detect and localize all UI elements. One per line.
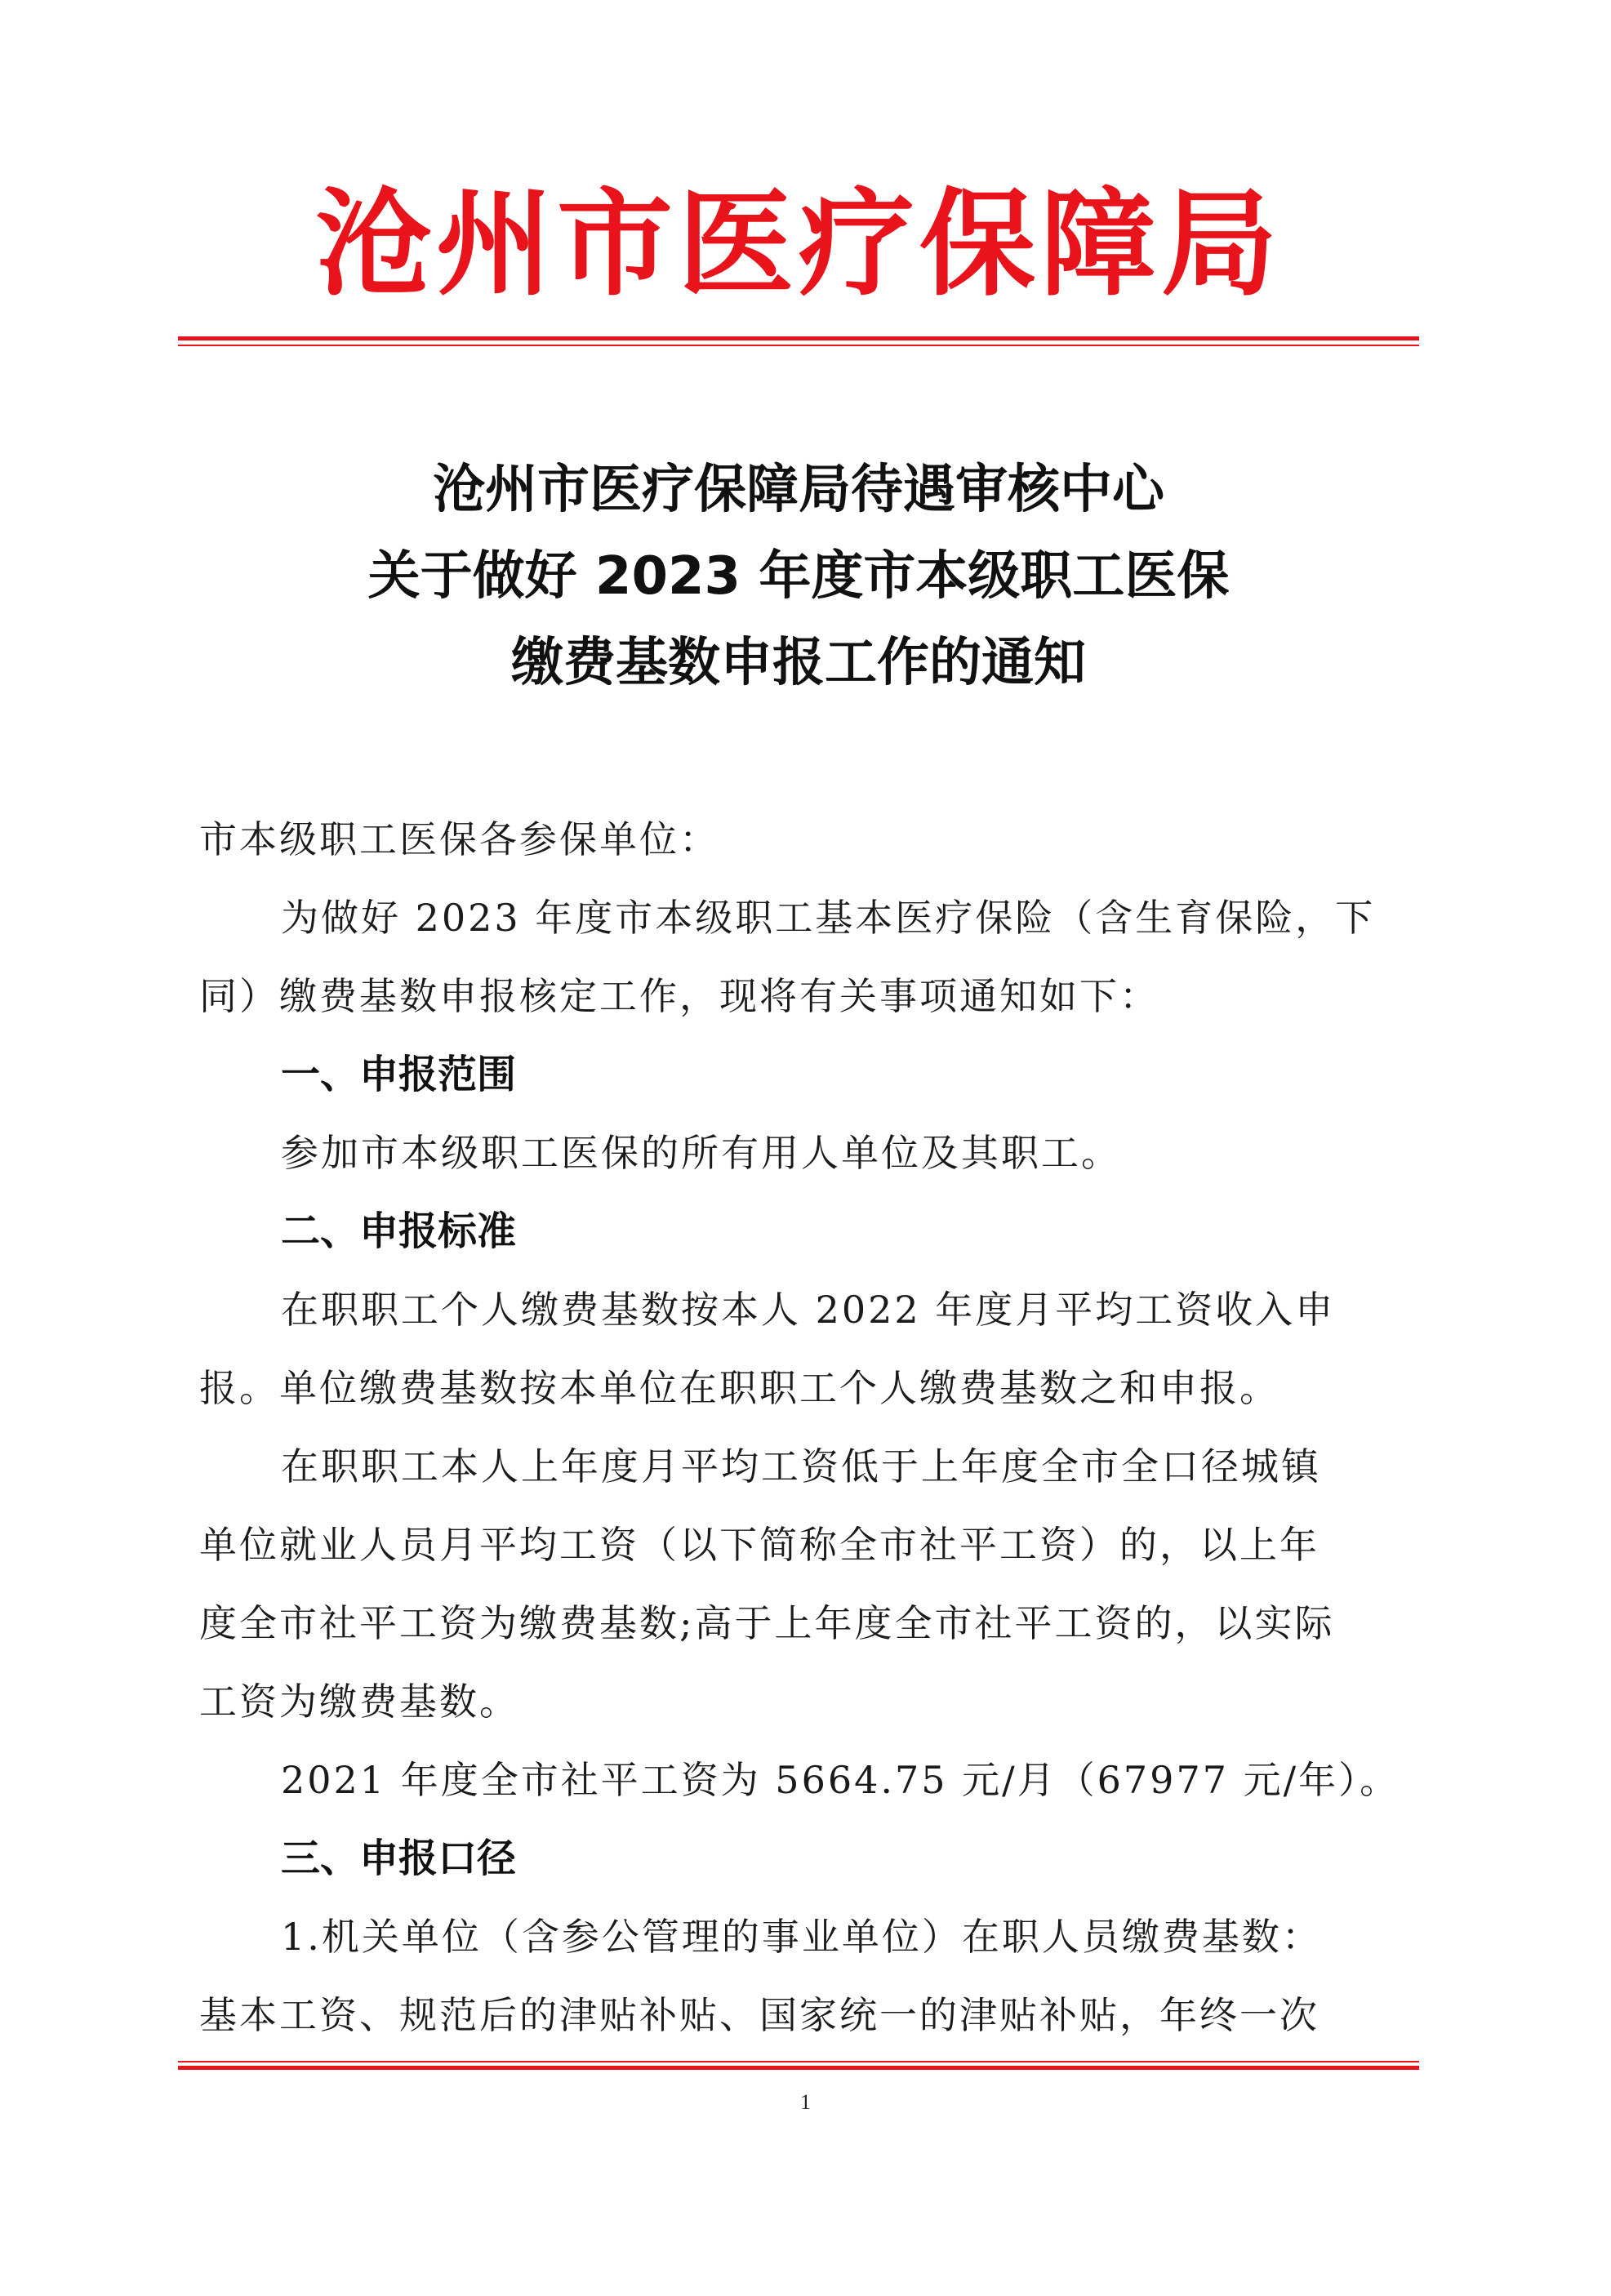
notice-title-line-3: 缴费基数申报工作的通知 [511,633,1086,693]
letterhead-rule-thick [178,336,1419,340]
salutation: 市本级职工医保各参保单位： [199,817,719,861]
footer-rule-thin [178,2061,1419,2062]
standard-line-4: 单位就业人员月平均工资（以下简称全市社平工资）的，以上年 [199,1523,1320,1567]
standard-line-1: 在职职工个人缴费基数按本人 2022 年度月平均工资收入申 [281,1288,1336,1332]
standard-line-7: 2021 年度全市社平工资为 5664.75 元/月（67977 元/年）。 [281,1758,1400,1802]
notice-title-line-2: 关于做好 2023 年度市本级职工医保 [367,546,1230,607]
section-heading-scope: 一、申报范围 [281,1052,517,1097]
agency-letterhead: 沧州市医疗保障局 [315,177,1282,312]
intro-line-1: 为做好 2023 年度市本级职工基本医疗保险（含生育保险，下 [281,896,1376,940]
notice-title-line-1: 沧州市医疗保障局待遇审核中心 [433,460,1164,520]
standard-line-5: 度全市社平工资为缴费基数;高于上年度全市社平工资的，以实际 [199,1601,1335,1645]
intro-line-2: 同）缴费基数申报核定工作，现将有关事项通知如下： [199,974,1159,1018]
section-heading-basis: 三、申报口径 [281,1835,517,1881]
footer-rule-thick [178,2066,1419,2070]
standard-line-3: 在职职工本人上年度月平均工资低于上年度全市全口径城镇 [281,1444,1321,1488]
section-heading-standard: 二、申报标准 [281,1208,517,1254]
standard-line-2: 报。单位缴费基数按本单位在职职工个人缴费基数之和申报。 [199,1366,1279,1410]
basis-line-2: 基本工资、规范后的津贴补贴、国家统一的津贴补贴，年终一次 [199,1993,1320,2037]
basis-line-1: 1.机关单位（含参公管理的事业单位）在职人员缴费基数： [281,1915,1322,1959]
scope-text: 参加市本级职工医保的所有用人单位及其职工。 [281,1131,1121,1175]
standard-line-6: 工资为缴费基数。 [199,1680,519,1724]
letterhead-rule-thin [178,345,1419,346]
page-number: 1 [800,2090,811,2114]
